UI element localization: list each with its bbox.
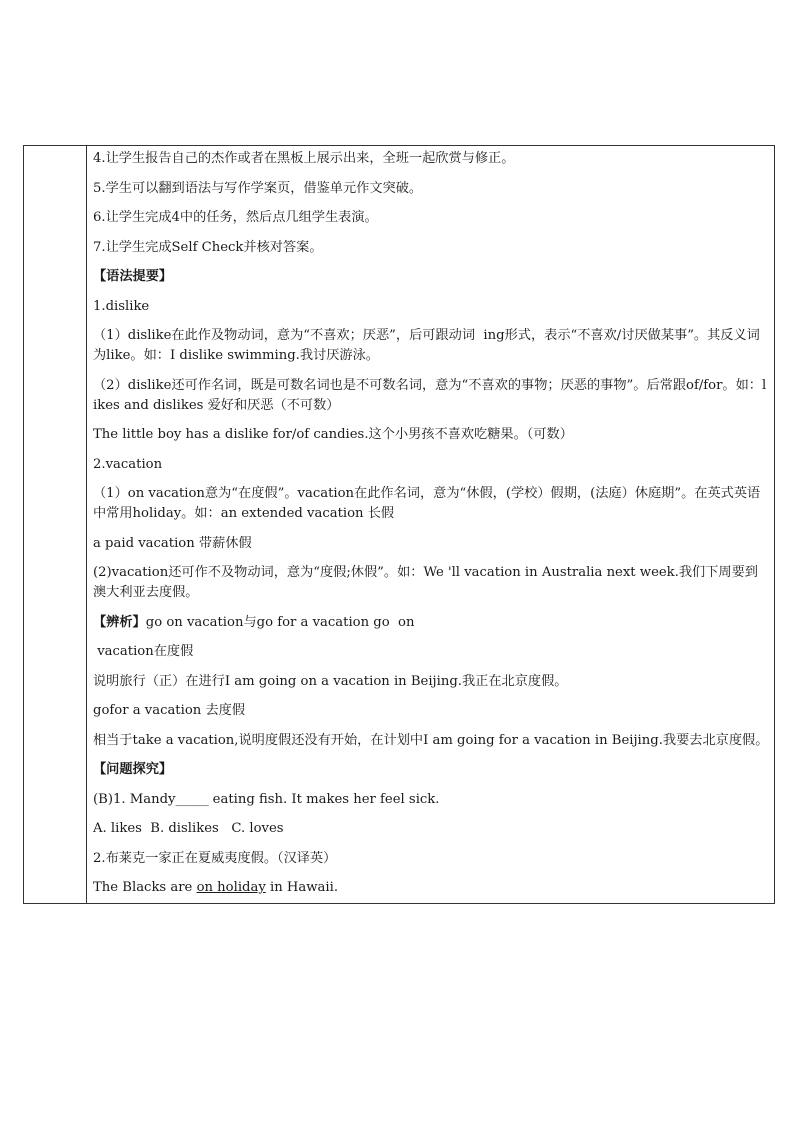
paid-vacation-example: a paid vacation 带薪休假 — [93, 535, 252, 551]
question-1: (B)1. Mandy_____ eating fish. It makes her feel sick. — [93, 791, 440, 807]
content-cell — [87, 146, 775, 904]
question-2-answer — [93, 878, 770, 898]
dislike-title: 1.dislike — [93, 298, 150, 314]
empty-left-cell — [24, 146, 87, 904]
for-vacation-example: 相当于take a vacation,说明度假还没有开始，在计划中I am going for a vacation in Beijing.我要去北京度假。 — [93, 732, 769, 748]
vacation-noun-text: （1）on vacation意为“在度假”。vacation在此作名词，意为“休假，(学校）假期，(法庭）休庭期”。在英式英语中常用holiday。如：an extended vacation 长假 — [93, 486, 761, 521]
grammar-heading: 【语法提要】 — [93, 269, 173, 284]
step-7-text: 7.让学生完成Self Check并核对答案。 — [93, 239, 323, 255]
step-5-text: 5.学生可以翻到语法与写作学案页，借鉴单元作文突破。 — [93, 180, 423, 196]
answer-start: The Blacks are — [93, 880, 197, 895]
analysis-text: go on vacation与go for a vacation go on — [145, 614, 415, 630]
on-vacation-meaning: vacation在度假 — [93, 644, 194, 659]
vacation-verb-text: (2)vacation还可作不及物动词，意为“度假;休假”。如：We 'll vacation in Australia next week.我们下周要到澳大利亚去度假。 — [93, 565, 758, 600]
answer-end: in Hawaii. — [265, 880, 339, 895]
inquiry-heading: 【问题探究】 — [93, 762, 173, 777]
question-1-options: A. likes B. dislikes C. loves — [93, 821, 284, 836]
dislike-example: The little boy has a dislike for/of candies.这个小男孩不喜欢吃糖果。（可数） — [93, 427, 573, 442]
step-4-text: 4.让学生报告自己的杰作或者在黑板上展示出来，全班一起欣赏与修正。 — [93, 151, 515, 166]
analysis-line — [93, 613, 770, 633]
answer-underlined: on holiday — [196, 880, 266, 895]
question-2: 2.布莱克一家正在夏威夷度假。（汉译英） — [93, 850, 337, 866]
analysis-heading: 【辨析】 — [93, 614, 146, 630]
dislike-verb-text: （1）dislike在此作及物动词，意为“不喜欢；厌恶”，后可跟动词 ing形式，表示“不喜欢/讨厌做某事”。其反义词为like。如：I dislike swimming.我讨厌游泳。 — [93, 328, 760, 363]
for-vacation-meaning: gofor a vacation 去度假 — [93, 703, 246, 718]
step-6-text: 6.让学生完成4中的任务，然后点几组学生表演。 — [93, 210, 378, 225]
vacation-title: 2.vacation — [93, 456, 163, 472]
dislike-noun-text: （2）dislike还可作名词，既是可数名词也是不可数名词，意为“不喜欢的事物；厌恶的事物”。后常跟of/for。如：likes and dislikes 爱好和厌恶（不可数） — [93, 377, 767, 413]
lesson-table — [23, 145, 775, 904]
on-vacation-example: 说明旅行（正）在进行I am going on a vacation in Beijing.我正在北京度假。 — [93, 673, 568, 689]
lesson-row — [24, 146, 775, 904]
